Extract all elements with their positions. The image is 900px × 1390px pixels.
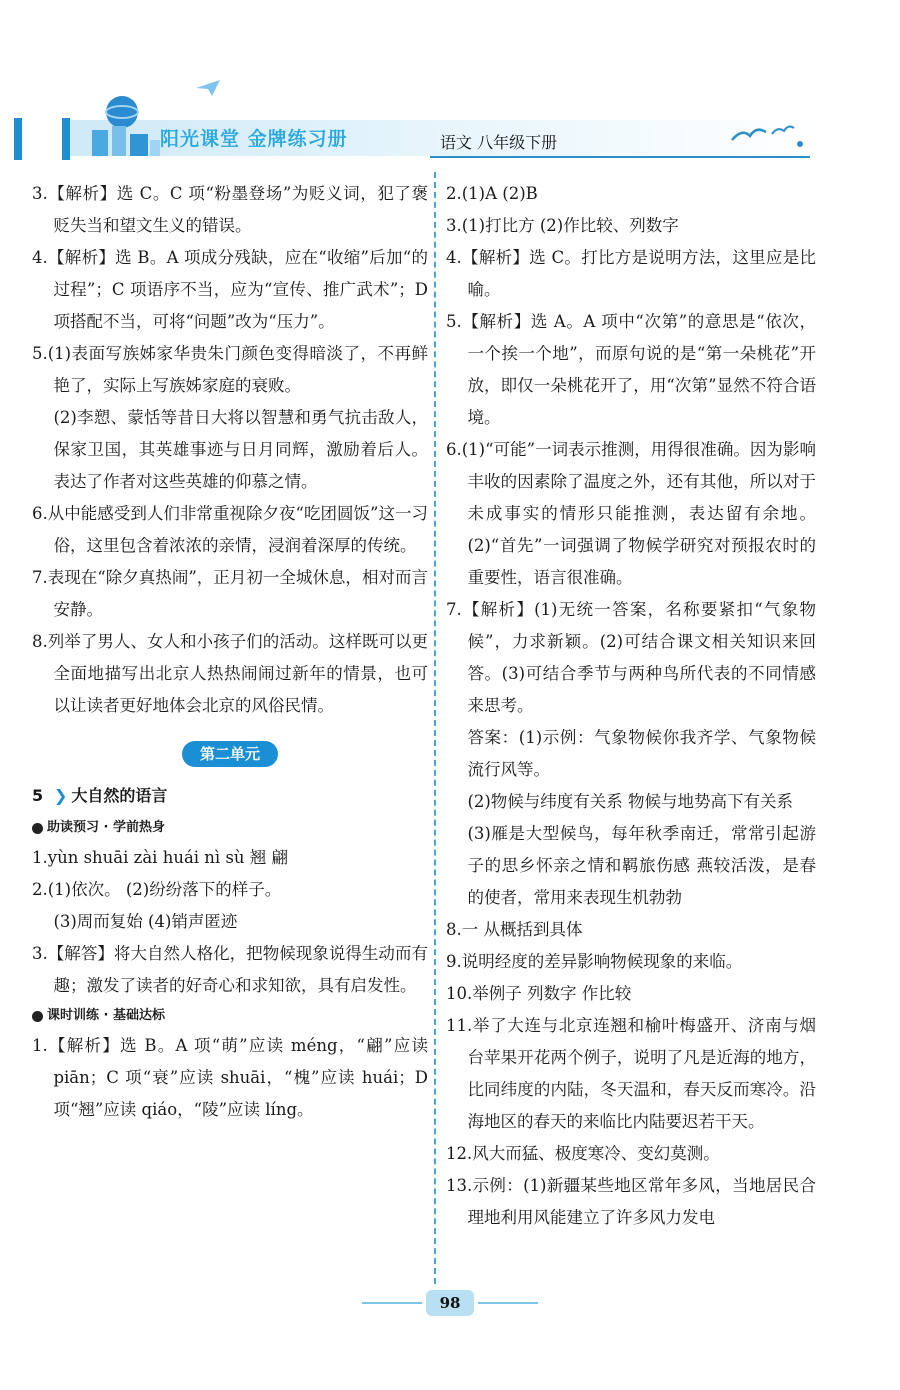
header-accent-bar <box>14 118 22 160</box>
lesson-title: 大自然的语言 <box>71 786 168 805</box>
answer-item: (2)物候与纬度有关系 物候与地势高下有关系 <box>467 792 794 811</box>
right-column <box>446 178 816 1234</box>
globe-logo-icon <box>82 90 162 160</box>
answer-item: 5.(1)表面写族姊家华贵朱门颜色变得暗淡了，不再鲜艳了，实际上写族姊家庭的衰败。 <box>32 344 428 395</box>
bullet-icon <box>32 1011 43 1022</box>
answer-item: 2.(1)A (2)B <box>446 184 538 203</box>
section-heading <box>32 814 428 842</box>
answer-item: 8.列举了男人、女人和小孩子们的活动。这样既可以更全面地描写出北京人热热闹闹过新年的情景，也可以让读者更好地体会北京的风俗民情。 <box>32 632 428 715</box>
answer-item: 3.(1)打比方 (2)作比较、列数字 <box>446 216 679 235</box>
header-rule <box>430 156 810 158</box>
answer-item: 8.一 从概括到具体 <box>446 920 583 939</box>
answer-item: 2.(1)依次。 (2)纷纷落下的样子。 <box>32 880 282 899</box>
answer-item: 答案：(1)示例：气象物候你我齐学、气象物候流行风等。 <box>467 728 816 779</box>
page-number: 98 <box>426 1290 474 1316</box>
lesson-heading <box>32 780 428 812</box>
book-title: 阳光课堂 金牌练习册 <box>160 128 348 150</box>
answer-item: 6.从中能感受到人们非常重视除夕夜“吃团圆饭”这一习俗，这里包含着浓浓的亲情，浸润着深厚的传统。 <box>32 504 428 555</box>
answer-item: 11.举了大连与北京连翘和榆叶梅盛开、济南与烟台苹果开花两个例子，说明了凡是近海的地方，比同纬度的内陆，冬天温和，春天反而寒冷。沿海地区的春天的来临比内陆要迟若干天。 <box>446 1016 816 1131</box>
answer-item: 1.【解析】选 B。A 项“萌”应读 méng，“翩”应读 piān；C 项“衰”应读 shuāi，“槐”应读 huái；D 项“翘”应读 qiáo，“陵”应读 líng。 <box>32 1036 428 1119</box>
paper-plane-icon <box>196 80 220 96</box>
chevron-right-icon: ❯ <box>54 786 68 805</box>
answer-item: 10.举例子 列数字 作比较 <box>446 984 632 1003</box>
unit-badge: 第二单元 <box>182 741 278 767</box>
lesson-number: 5 <box>32 786 44 805</box>
left-column <box>32 178 428 1126</box>
page-header <box>0 0 900 175</box>
answer-item: (3)雁是大型候鸟，每年秋季南迁，常常引起游子的思乡怀亲之情和羁旅伤感 燕较活泼，是春的使者，常用来表现生机勃勃 <box>467 824 816 907</box>
unit-heading <box>32 738 428 770</box>
answer-item: 9.说明经度的差异影响物候现象的来临。 <box>446 952 743 971</box>
section-title: 课时训练 · 基础达标 <box>47 1008 165 1023</box>
section-title: 助读预习 · 学前热身 <box>47 820 165 835</box>
answer-item: 13.示例：(1)新疆某些地区常年多风，当地居民合理地利用风能建立了许多风力发电 <box>446 1176 816 1227</box>
answer-item: 3.【解析】选 C。C 项“粉墨登场”为贬义词，犯了褒贬失当和望文生义的错误。 <box>32 184 428 235</box>
bullet-icon <box>32 823 43 834</box>
column-divider <box>434 172 436 1284</box>
header-accent-bar <box>62 118 70 160</box>
answer-item: 4.【解析】选 C。打比方是说明方法，这里应是比喻。 <box>446 248 816 299</box>
seagulls-icon <box>728 118 808 148</box>
answer-item: 7.【解析】(1)无统一答案，名称要紧扣“气象物候”，力求新颖。(2)可结合课文相关知识来回答。(3)可结合季节与两种鸟所代表的不同情感来思考。 <box>446 600 816 715</box>
answer-item: 6.(1)“可能”一词表示推测，用得很准确。因为影响丰收的因素除了温度之外，还有其他，所以对于未成事实的情形只能推测，表达留有余地。 (2)“首先”一词强调了物候学研究对预报农时的重要性，语言很准确。 <box>446 440 816 587</box>
subject-grade: 语文 八年级下册 <box>440 133 558 152</box>
answer-item: (3)周而复始 (4)销声匿迹 <box>53 912 238 931</box>
answer-item: 3.【解答】将大自然人格化，把物候现象说得生动而有趣；激发了读者的好奇心和求知欲，具有启发性。 <box>32 944 428 995</box>
answer-item: 1.yùn shuāi zài huái nì sù 翘 翩 <box>32 848 289 867</box>
answer-item: 12.风大而猛、极度寒冷、变幻莫测。 <box>446 1144 720 1163</box>
answer-item: 5.【解析】选 A。A 项中“次第”的意思是“依次，一个挨一个地”，而原句说的是“第一朵桃花”开放，即仅一朵桃花开了，用“次第”显然不符合语境。 <box>446 312 816 427</box>
section-heading <box>32 1002 428 1030</box>
answer-item: 7.表现在“除夕真热闹”，正月初一全城休息，相对而言安静。 <box>32 568 428 619</box>
answer-item: (2)李愬、蒙恬等昔日大将以智慧和勇气抗击敌人，保家卫国，其英雄事迹与日月同辉，激励着后人。表达了作者对这些英雄的仰慕之情。 <box>53 408 428 491</box>
answer-item: 4.【解析】选 B。A 项成分残缺，应在“收缩”后加“的过程”；C 项语序不当，应为“宣传、推广武术”；D 项搭配不当，可将“问题”改为“压力”。 <box>32 248 428 331</box>
